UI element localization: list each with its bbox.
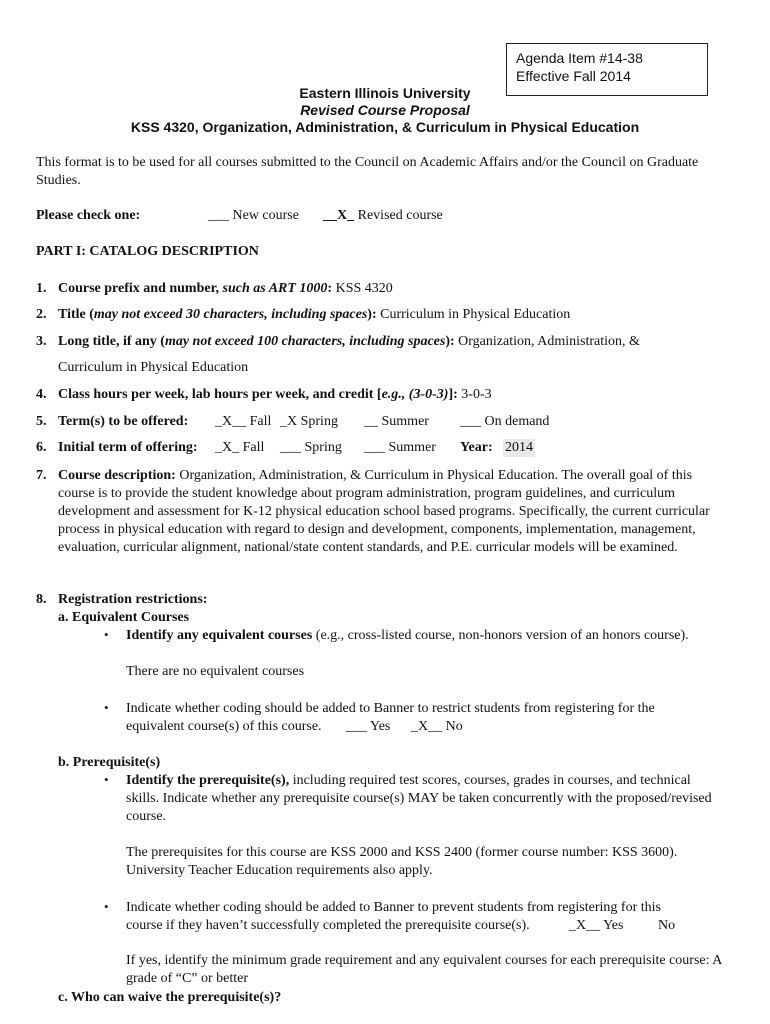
- item-6-number: 6.: [36, 440, 47, 455]
- term-fall-option[interactable]: _X__ Fall: [215, 414, 272, 429]
- equivalent-coding-line1: Indicate whether coding should be added to Banner to restrict students from registering for the: [126, 701, 655, 716]
- university-name: Eastern Illinois University: [299, 85, 471, 101]
- item-1-example: such as ART 1000: [222, 281, 328, 296]
- course-title-heading: KSS 4320, Organization, Administration, & Curriculum in Physical Education: [130, 119, 640, 135]
- bullet-icon: •: [104, 772, 109, 787]
- equivalent-courses-hint: (e.g., cross-listed course, non-honors version of an honors course).: [312, 628, 689, 643]
- new-course-mark: ___: [208, 208, 229, 223]
- item-2-label-italic: may not exceed 30 characters, including spaces: [93, 307, 368, 322]
- proposal-subtitle: Revised Course Proposal: [300, 102, 470, 118]
- item-8-number: 8.: [36, 592, 47, 607]
- agenda-effective-term: Effective Fall 2014: [516, 68, 631, 84]
- prerequisites-heading: b. Prerequisite(s): [58, 755, 161, 770]
- item-3-label-a: Long title, if any (: [58, 334, 165, 349]
- item-2: [58, 306, 570, 324]
- prerequisites-question: [126, 772, 716, 826]
- initial-summer-option[interactable]: ___ Summer: [364, 440, 436, 455]
- prereq-coding-yes[interactable]: _X__ Yes: [569, 918, 624, 933]
- initial-spring-option[interactable]: ___ Spring: [280, 440, 342, 455]
- equivalent-courses-prompt: Identify any equivalent courses: [126, 628, 313, 643]
- equivalent-coding-yes[interactable]: ___ Yes: [346, 719, 391, 734]
- initial-term-label: Initial term of offering:: [58, 440, 198, 455]
- waive-prerequisite-heading: c. Who can waive the prerequisite(s)?: [58, 990, 282, 1005]
- item-3-number: 3.: [36, 334, 47, 349]
- revised-course-option[interactable]: [323, 207, 443, 225]
- item-2-label-b: ):: [367, 307, 377, 322]
- item-1-number: 1.: [36, 281, 47, 296]
- course-prefix-value: KSS 4320: [335, 281, 393, 296]
- prereq-coding-line2: course if they haven’t successfully completed the prerequisite course(s).: [126, 918, 530, 933]
- item-2-label-a: Title (: [58, 307, 94, 322]
- item-4-number: 4.: [36, 387, 47, 402]
- term-summer-option[interactable]: __ Summer: [364, 414, 429, 429]
- prerequisites-hint: including required test scores, courses, grades in courses, and technical skills. Indicate whether any prerequisite course(s) MAY be taken concurrently with the proposed/revised course.: [126, 773, 712, 824]
- initial-fall-option[interactable]: _X_ Fall: [215, 440, 265, 455]
- new-course-label: New course: [232, 208, 299, 223]
- item-3-label-italic: may not exceed 100 characters, including spaces: [164, 334, 446, 349]
- item-4: [58, 386, 492, 404]
- course-description-text: Organization, Administration, & Curriculum in Physical Education. The overall goal of this course is to provide the student knowledge about program administration, program guidelines, and curriculum development and assessment for K-12 physical education school based programs. Specifically, the current curricular process in physical education with regard to design and development, components, implementation, management, evaluation, curricular alignment, national/state content standards, and P.E. curricular models will be examined.: [58, 468, 710, 555]
- course-description-label: Course description:: [58, 468, 176, 483]
- bullet-icon: •: [104, 700, 109, 715]
- equivalent-courses-heading: a. Equivalent Courses: [58, 610, 190, 625]
- bullet-icon: •: [104, 627, 109, 642]
- item-5-number: 5.: [36, 414, 47, 429]
- item-1-colon: :: [327, 281, 333, 296]
- new-course-option[interactable]: [208, 207, 299, 225]
- minimum-grade-text: If yes, identify the minimum grade requirement and any equivalent courses for each prerequisite course: A grade of “C” or better: [126, 953, 722, 986]
- agenda-item-number: Agenda Item #14-38: [516, 50, 643, 66]
- title-value: Curriculum in Physical Education: [380, 307, 571, 322]
- term-ondemand-option[interactable]: ___ On demand: [460, 414, 550, 429]
- registration-restrictions-label: Registration restrictions:: [58, 592, 208, 607]
- year-value[interactable]: 2014: [505, 440, 533, 455]
- item-4-label-b: ]:: [448, 387, 458, 402]
- prerequisites-prompt: Identify the prerequisite(s),: [126, 773, 290, 788]
- bullet-icon: •: [104, 899, 109, 914]
- equivalent-coding-no[interactable]: _X__ No: [411, 719, 463, 734]
- credit-hours-value: 3-0-3: [461, 387, 492, 402]
- prereq-coding-line1: Indicate whether coding should be added to Banner to prevent students from registering for this: [126, 900, 661, 915]
- item-3: [58, 333, 640, 351]
- item-4-label-a: Class hours per week, lab hours per week, and credit [: [58, 387, 382, 402]
- item-4-label-italic: e.g., (3-0-3): [381, 387, 449, 402]
- terms-offered-label: Term(s) to be offered:: [58, 414, 189, 429]
- equivalent-coding-line2: equivalent course(s) of this course.: [126, 719, 322, 734]
- part-one-heading: PART I: CATALOG DESCRIPTION: [36, 244, 259, 259]
- term-spring-option[interactable]: _X Spring: [280, 414, 338, 429]
- equivalent-courses-question: [126, 627, 689, 645]
- year-label: Year:: [460, 440, 493, 455]
- check-one-label: Please check one:: [36, 208, 141, 223]
- equivalent-courses-answer: There are no equivalent courses: [126, 664, 305, 679]
- course-description: [58, 467, 728, 557]
- item-2-number: 2.: [36, 307, 47, 322]
- item-7-number: 7.: [36, 468, 47, 483]
- revised-course-label: Revised course: [357, 208, 443, 223]
- item-3-label-b: ):: [445, 334, 455, 349]
- item-1: [58, 280, 393, 298]
- item-1-label: Course prefix and number,: [58, 281, 223, 296]
- long-title-value-a: Organization, Administration, &: [458, 334, 640, 349]
- prerequisites-answer: The prerequisites for this course are KSS 2000 and KSS 2400 (former course number: KSS 3600). University Teacher Education requirements also apply.: [126, 845, 678, 878]
- revised-course-mark: __X_: [323, 208, 355, 223]
- long-title-value-b: Curriculum in Physical Education: [58, 360, 249, 375]
- prereq-coding-no[interactable]: No: [658, 918, 676, 933]
- intro-text: This format is to be used for all courses submitted to the Council on Academic Affairs and/or the Council on Graduate Studies.: [36, 155, 699, 188]
